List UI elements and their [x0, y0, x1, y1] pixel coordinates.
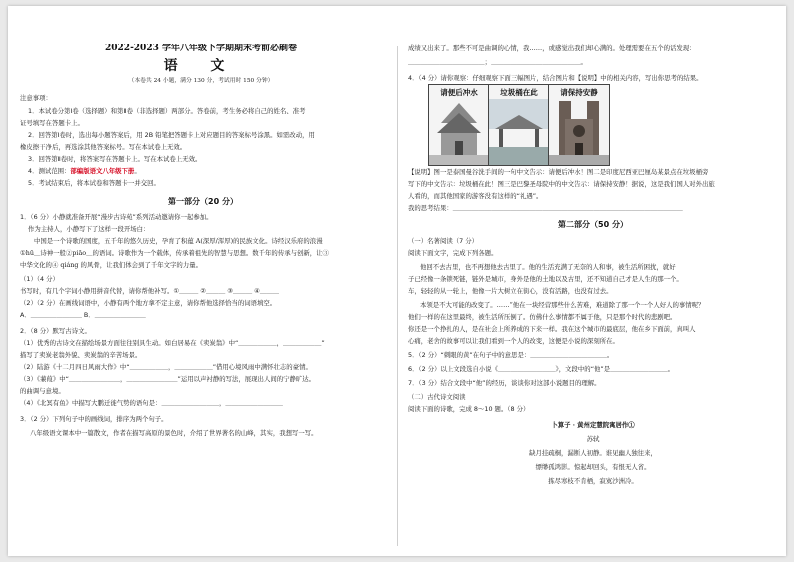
notice-2b: 橡皮擦干净后，再选涂其他答案标号。写在本试卷上无效。 — [20, 143, 187, 151]
section-1-heading: （一）名著阅读（7 分） — [408, 237, 479, 245]
section-2-instruction: 阅读下面的诗歌，完成 8～10 题。（8 分） — [408, 405, 530, 413]
left-column — [8, 6, 394, 556]
poem-verse-2: 缥缈孤鸿影。惊起却回头，有恨无人省。 — [535, 463, 651, 471]
pavilion-illustration — [489, 99, 549, 165]
q4-answer: 我的思考结果：＿＿＿＿＿＿＿＿＿＿＿＿＿＿＿＿＿＿＿＿＿＿＿＿＿＿＿＿＿＿＿＿＿＿＿＿ — [408, 204, 683, 212]
q3-passage: 八年级语文课本中一篇散文，作者在描写高原的景色时，介绍了世界著名的山峰，其实，我想写一写。 — [30, 429, 318, 437]
poster-keep-quiet — [548, 84, 610, 166]
temple-illustration — [429, 99, 489, 165]
q2-item-3: （3）《蒹葭》中“＿＿＿＿＿＿＿＿，＿＿＿＿＿＿＿＿”运用以声衬静的写法，展现出人间的宁静旷达。 — [20, 375, 316, 383]
passage-line-2: 子已经像一条锁死链，链外是城市，身外是他的土地以及古里，还不知道自己才是人生的那一个。 — [408, 275, 683, 283]
q4-note-1: 【说明】图一是泰国曼谷洗手间的一句中文告示：请便后冲水！图二是印度尼西亚巴厘岛某景点在垃圾桶旁 — [408, 168, 709, 176]
q1-passage-3: 中华文化的④ qiáng 的风骨，让我们体会到了千年文字的力量。 — [20, 261, 202, 269]
exam-title: 2022-2023 学年八年级下学期期末考前必刷卷 — [105, 44, 297, 52]
notice-1a: 1．本试卷分第Ⅰ卷（选择题）和第Ⅱ卷（非选择题）两部分。答卷前，考生务必将自己的姓名、准考 — [28, 107, 306, 115]
q1-intro: 作为主持人，小静写下了这样一段开场白： — [28, 225, 150, 233]
poster-flush-toilet — [428, 84, 490, 166]
column-divider — [397, 46, 398, 546]
q2-item-2: （2）陆游《十二月四日风雨大作》中“＿＿＿＿＿＿，＿＿＿＿＿＿”借用心境风雨中满怀壮志的豪情。 — [20, 363, 312, 371]
q6: 6．（2 分）以上文段选自小说《＿＿＿＿＿＿＿＿＿》，文段中的“他”是＿＿＿＿＿＿＿＿＿。 — [408, 365, 675, 373]
section-1-instruction: 阅读下面文字，完成下列各题。 — [408, 249, 498, 257]
q1-passage-2: ①hū＿诗神一般②piāo＿的语词。诗歌作为一个载体，传承着祖先的智慧与思想。数千年的传承与创新，让③ — [20, 249, 329, 257]
poster-trash-bin — [488, 84, 550, 166]
q2-item-1: （1）优秀的古诗文在描绘场景方面往往别具生动。如白居易在《卖炭翁》中“＿＿＿＿＿＿，＿＿＿＿＿＿” — [20, 339, 325, 347]
q3-continued: 成绩又出来了。那些不可是曲调的心情，我……，或感觉出我们却心满的。处理需要在五个的话发现： — [408, 44, 696, 52]
notice-1b: 证号填写在答题卡上。 — [20, 119, 84, 127]
notice-block — [20, 6, 386, 556]
q1-passage-1: 中国是一个诗歌的国度，五千年的悠久历史，孕育了积蕴 A(深厚/浑厚)的民族文化。诗经汉乐府的浪漫 — [34, 237, 323, 245]
passage-line-5: 他们一样的在这里最终，被生活所压倒了。仿佛什么事情都不属于他，只是那个时代的悲剧吧。 — [408, 313, 677, 321]
q4-note-3: 人看的，而其他国家的游客没有这样的“礼遇”。 — [408, 192, 543, 200]
notice-2a: 2．回答第Ⅰ卷时，选出每小题答案后，用 2B 铅笔把答题卡上对应题目的答案标号涂黑。如需改动，用 — [28, 131, 315, 139]
q1-answer-blanks: A．＿＿＿＿＿＿＿＿ B．＿＿＿＿＿＿＿＿ — [20, 311, 146, 319]
notice-5: 5．考试结束后，将本试卷和答题卡一并交回。 — [28, 179, 160, 187]
section-2-heading: （二）古代诗文阅读 — [408, 393, 466, 401]
poster-1-caption: 请便后冲水 — [440, 88, 478, 97]
right-column — [400, 6, 786, 556]
q2-item-1b: 描写了卖炭老翁外貌、卖炭翁的辛苦场景。 — [20, 351, 142, 359]
passage-line-1: 他回不去古里，也不再想他去古里了。他的生活充满了无奈的人和事，被生活所困扰，就好 — [420, 263, 676, 271]
poem-verse-1: 缺月挂疏桐，漏断人初静。谁见幽人独往来， — [529, 449, 657, 457]
test-scope: 部编版语文八年级下册 — [70, 167, 135, 175]
exam-paper — [8, 6, 786, 556]
poem-author: 苏轼 — [586, 435, 600, 443]
passage-line-4: 本领是不大可能的改变了。……“他在一块经营那些什么苦难，难道除了那一个一个人好人的事情呢？ — [420, 301, 705, 309]
poem-title: 卜算子 · 黄州定慧院寓居作① — [551, 421, 635, 429]
notice-4: 4．测试范围：部编版语文八年级下册。 — [28, 167, 141, 175]
q1-part2: （2）（2 分）在画线词语中，小静有两个地方拿不定主意，请你帮他选择恰当的词语填空。 — [20, 299, 277, 307]
passage-line-3: 车，轻轻的从一轮上，他像一片大树立在街心，没有活路，也没有过去。 — [408, 287, 613, 295]
q1-part1-text: 书写时，有几个字词小静用拼音代替，请你帮他补写。①＿＿＿ ②＿＿＿ ③＿＿＿ ④＿＿＿ — [20, 287, 280, 295]
q4-note-2: 写下的中文告示：垃圾桶在此！图三是巴黎圣母院中的中文告示：请保持安静！据说，这是我们国人对外出旅 — [408, 180, 715, 188]
q7: 7．（3 分）结合文段中“他”的经历，谈谈你对这部小说题目的理解。 — [408, 379, 601, 387]
right-content — [408, 6, 778, 556]
q2-stem: 2．（8 分）默写古诗文。 — [20, 327, 91, 335]
q2-item-3b: 的曲调与意境。 — [20, 387, 65, 395]
q1-part1: （1）（4 分） — [20, 275, 59, 283]
q3-blanks: ＿＿＿＿＿＿＿＿＿＿＿＿；＿＿＿＿＿＿＿＿＿＿＿＿＿＿。 — [408, 58, 587, 66]
cathedral-illustration — [549, 99, 609, 165]
part-two-heading: 第二部分（50 分） — [558, 220, 628, 229]
q5: 5．（2 分）“刺眼的黄”在句子中的意思是：＿＿＿＿＿＿＿＿＿＿＿＿。 — [408, 351, 614, 359]
notice-heading: 注意事项： — [20, 94, 52, 102]
passage-line-7: 心痛，老舍的故事可以让我们看到一个人的改变，这便是小说的深刻所在。 — [408, 337, 619, 345]
q4-stem: 4．（4 分）请你观察：仔细观察下面三幅图片，结合图片和【说明】中的相关内容，写出你思考的结果。 — [408, 74, 703, 82]
q3-stem: 3．（2 分）下列句子中的画线词，排序为两个句子。 — [20, 415, 168, 423]
subject-title: 语 文 — [163, 58, 239, 74]
exam-meta: （本卷共 24 小题，满分 130 分，考试用时 150 分钟） — [128, 78, 274, 84]
q1-stem: 1．（6 分）小静就准备开展“漫步古诗苑”系列活动邀请你一起参加。 — [20, 213, 213, 221]
poem-verse-3: 拣尽寒枝不肯栖，寂寞沙洲冷。 — [548, 477, 638, 485]
q2-item-4: （4）《北冥有鱼》中描写大鹏迁徙气势的语句是：＿＿＿＿＿＿＿＿＿，＿＿＿＿＿＿＿＿＿ — [20, 399, 283, 407]
passage-line-6: 你还是一个挣扎的人，是在社会上所养成的下来一样。我在这个城市的最底层，他在乡下面前，真叫人 — [408, 325, 696, 333]
poster-3-caption: 请保持安静 — [560, 88, 598, 97]
part-one-heading: 第一部分（20 分） — [168, 197, 238, 206]
notice-3: 3．回答第Ⅱ卷时，将答案写在答题卡上。写在本试卷上无效。 — [28, 155, 202, 163]
poster-2-caption: 垃圾桶在此 — [500, 88, 538, 97]
